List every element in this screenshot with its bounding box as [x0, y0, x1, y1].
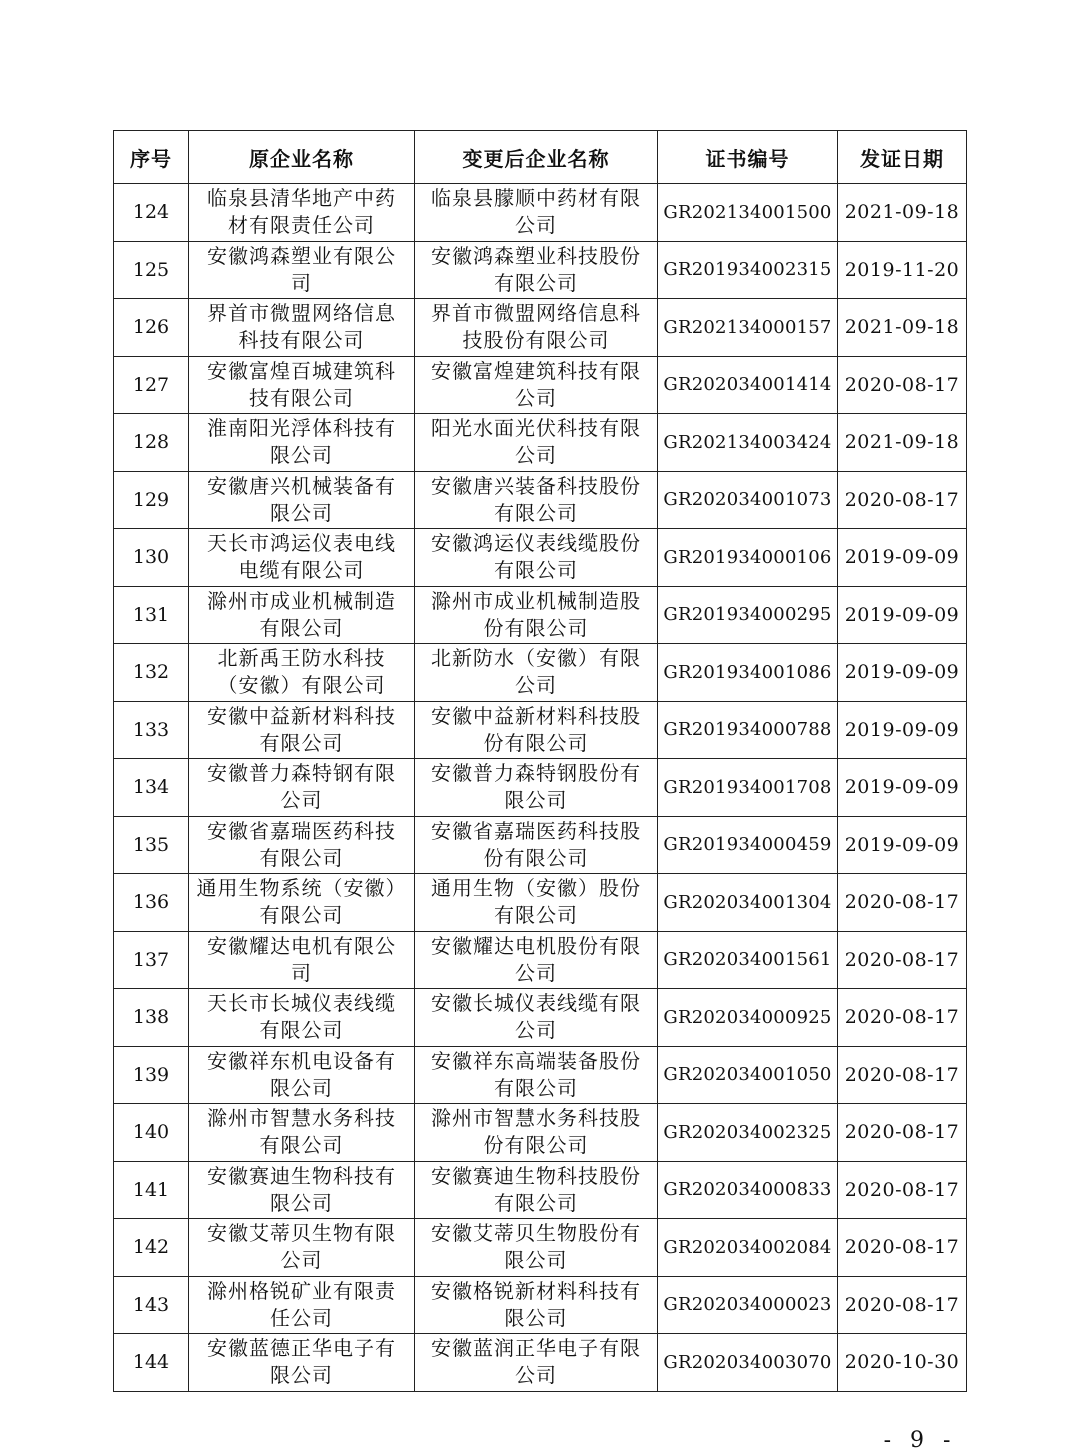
serial-cell: 140 [114, 1104, 189, 1162]
table-row [114, 816, 967, 874]
header-original-name: 原企业名称 [189, 131, 415, 184]
serial-cell: 127 [114, 356, 189, 414]
header-issue-date: 发证日期 [838, 131, 967, 184]
original-name-cell [189, 701, 415, 759]
new-name-cell [415, 989, 658, 1047]
new-name-line2: 限公司 [504, 1305, 568, 1330]
new-name-line1: 安徽赛迪生物科技股份 [431, 1163, 641, 1188]
certificate-no-cell: GR201934000459 [658, 816, 838, 874]
original-name-line2: 限公司 [270, 500, 333, 525]
new-name-cell [415, 816, 658, 874]
original-name-line2: 任公司 [270, 1305, 333, 1330]
new-name-line2: 公司 [515, 673, 557, 698]
original-name-cell [189, 586, 415, 644]
new-name-cell [415, 1219, 658, 1277]
issue-date-cell: 2020-10-30 [838, 1334, 967, 1392]
serial-cell: 128 [114, 414, 189, 472]
new-name-line2: 份有限公司 [483, 730, 589, 755]
certificate-no-cell: GR201934000106 [658, 529, 838, 587]
issue-date-cell: 2020-08-17 [838, 356, 967, 414]
new-name-cell [415, 356, 658, 414]
original-name-cell [189, 931, 415, 989]
certificate-no-cell: GR202034001050 [658, 1046, 838, 1104]
serial-cell: 131 [114, 586, 189, 644]
certificate-no-cell: GR201934002315 [658, 241, 838, 299]
table-row [114, 874, 967, 932]
table-row [114, 529, 967, 587]
original-name-line1: 安徽普力森特钢有限 [207, 761, 396, 786]
original-name-line2: 限公司 [270, 1190, 333, 1215]
issue-date-cell: 2020-08-17 [838, 1161, 967, 1219]
original-name-line2: 有限公司 [259, 1018, 344, 1043]
certificate-no-cell: GR201934001708 [658, 759, 838, 817]
issue-date-cell: 2020-08-17 [838, 1046, 967, 1104]
new-name-line1: 界首市微盟网络信息科 [431, 301, 641, 326]
original-name-cell [189, 299, 415, 357]
original-name-line2: 有限公司 [259, 903, 344, 928]
original-name-cell [189, 874, 415, 932]
new-name-line2: 公司 [515, 213, 557, 238]
new-name-line1: 安徽蓝润正华电子有限 [431, 1336, 641, 1361]
new-name-line1: 阳光水面光伏科技有限 [431, 416, 641, 441]
new-name-line1: 安徽耀达电机股份有限 [431, 933, 641, 958]
original-name-line1: 安徽省嘉瑞医药科技 [207, 818, 396, 843]
issue-date-cell: 2019-09-09 [838, 644, 967, 702]
header-new-name: 变更后企业名称 [415, 131, 658, 184]
issue-date-cell: 2020-08-17 [838, 931, 967, 989]
certificate-no-cell: GR202134000157 [658, 299, 838, 357]
new-name-line1: 安徽普力森特钢股份有 [431, 761, 641, 786]
original-name-line2: 有限公司 [259, 730, 344, 755]
new-name-cell [415, 759, 658, 817]
original-name-line2: 科技有限公司 [238, 328, 365, 353]
table-row [114, 1161, 967, 1219]
new-name-cell [415, 1334, 658, 1392]
original-name-cell [189, 1334, 415, 1392]
original-name-line2: 有限公司 [259, 1133, 344, 1158]
original-name-line2: 限公司 [270, 443, 333, 468]
original-name-cell [189, 1276, 415, 1334]
new-name-line2: 有限公司 [494, 1075, 578, 1100]
page-number: - 9 - [883, 1428, 957, 1453]
table-row [114, 586, 967, 644]
issue-date-cell: 2021-09-18 [838, 414, 967, 472]
table-row [114, 414, 967, 472]
table-row [114, 1276, 967, 1334]
new-name-line2: 有限公司 [494, 903, 578, 928]
original-name-cell [189, 471, 415, 529]
new-name-line2: 有限公司 [494, 270, 578, 295]
issue-date-cell: 2019-09-09 [838, 701, 967, 759]
original-name-cell [189, 241, 415, 299]
table-row [114, 644, 967, 702]
original-name-cell [189, 414, 415, 472]
new-name-line1: 滁州市成业机械制造股 [431, 588, 641, 613]
serial-cell: 141 [114, 1161, 189, 1219]
serial-cell: 124 [114, 184, 189, 242]
new-name-line1: 通用生物（安徽）股份 [431, 876, 641, 901]
new-name-cell [415, 586, 658, 644]
original-name-cell [189, 529, 415, 587]
original-name-line2: 电缆有限公司 [238, 558, 365, 583]
certificate-no-cell: GR202034002084 [658, 1219, 838, 1277]
new-name-line2: 限公司 [504, 788, 568, 813]
original-name-line1: 天长市长城仪表线缆 [207, 991, 396, 1016]
original-name-cell [189, 1046, 415, 1104]
certificate-no-cell: GR202034001073 [658, 471, 838, 529]
original-name-cell [189, 644, 415, 702]
serial-cell: 126 [114, 299, 189, 357]
new-name-cell [415, 529, 658, 587]
original-name-line1: 临泉县清华地产中药 [207, 186, 396, 211]
issue-date-cell: 2021-09-18 [838, 184, 967, 242]
table-row [114, 1334, 967, 1392]
table-row [114, 701, 967, 759]
issue-date-cell: 2020-08-17 [838, 1104, 967, 1162]
table-row [114, 299, 967, 357]
new-name-line2: 份有限公司 [483, 1133, 589, 1158]
original-name-line1: 界首市微盟网络信息 [207, 301, 396, 326]
new-name-line2: 有限公司 [494, 1190, 578, 1215]
new-name-line2: 公司 [515, 960, 557, 985]
new-name-line2: 公司 [515, 1363, 557, 1388]
certificate-no-cell: GR201934000295 [658, 586, 838, 644]
new-name-line1: 北新防水（安徽）有限 [431, 646, 641, 671]
new-name-cell [415, 299, 658, 357]
new-name-line1: 安徽富煌建筑科技有限 [431, 358, 641, 383]
original-name-line2: 材有限责任公司 [228, 213, 375, 238]
certificate-no-cell: GR202034003070 [658, 1334, 838, 1392]
new-name-cell [415, 241, 658, 299]
new-name-line1: 安徽鸿运仪表线缆股份 [431, 531, 641, 556]
original-name-line1: 滁州市成业机械制造 [207, 588, 396, 613]
new-name-line2: 有限公司 [494, 558, 578, 583]
issue-date-cell: 2020-08-17 [838, 471, 967, 529]
original-name-line1: 通用生物系统（安徽） [196, 876, 407, 901]
original-name-cell [189, 989, 415, 1047]
original-name-line2: 司 [291, 270, 312, 295]
certificate-no-cell: GR202034001414 [658, 356, 838, 414]
original-name-line2: 公司 [280, 788, 323, 813]
new-name-line2: 技股份有限公司 [462, 328, 610, 353]
new-name-line1: 安徽格锐新材料科技有 [431, 1278, 641, 1303]
original-name-line1: 安徽艾蒂贝生物有限 [207, 1221, 396, 1246]
new-name-line2: 公司 [515, 385, 557, 410]
serial-cell: 129 [114, 471, 189, 529]
table-row [114, 1219, 967, 1277]
issue-date-cell: 2019-09-09 [838, 529, 967, 587]
table-row [114, 356, 967, 414]
serial-cell: 136 [114, 874, 189, 932]
original-name-line1: 安徽耀达电机有限公 [207, 933, 396, 958]
issue-date-cell: 2020-08-17 [838, 989, 967, 1047]
new-name-cell [415, 701, 658, 759]
certificate-no-cell: GR202034002325 [658, 1104, 838, 1162]
original-name-line1: 安徽中益新材料科技 [207, 703, 396, 728]
new-name-line1: 安徽中益新材料科技股 [431, 703, 641, 728]
original-name-line1: 安徽祥东机电设备有 [207, 1048, 396, 1073]
issue-date-cell: 2019-09-09 [838, 816, 967, 874]
serial-cell: 132 [114, 644, 189, 702]
original-name-cell [189, 816, 415, 874]
table-body [114, 184, 967, 1392]
new-name-line1: 安徽祥东高端装备股份 [431, 1048, 641, 1073]
original-name-line1: 滁州市智慧水务科技 [207, 1106, 396, 1131]
original-name-line2: 有限公司 [259, 615, 344, 640]
serial-cell: 133 [114, 701, 189, 759]
original-name-line2: 限公司 [270, 1075, 333, 1100]
original-name-line2: （安徽）有限公司 [217, 673, 386, 698]
original-name-line2: 公司 [280, 1248, 323, 1273]
table-row [114, 1046, 967, 1104]
serial-cell: 134 [114, 759, 189, 817]
issue-date-cell: 2020-08-17 [838, 874, 967, 932]
table-row [114, 471, 967, 529]
new-name-line1: 临泉县朦顺中药材有限 [431, 186, 641, 211]
enterprise-change-table [113, 130, 967, 1392]
table-row [114, 989, 967, 1047]
certificate-no-cell: GR201934001086 [658, 644, 838, 702]
table-row [114, 241, 967, 299]
header-certificate-no: 证书编号 [658, 131, 838, 184]
serial-cell: 143 [114, 1276, 189, 1334]
original-name-cell [189, 1161, 415, 1219]
certificate-no-cell: GR202034001561 [658, 931, 838, 989]
table-header-row [114, 131, 967, 184]
new-name-line1: 安徽省嘉瑞医药科技股 [431, 818, 641, 843]
original-name-line1: 安徽蓝德正华电子有 [207, 1336, 396, 1361]
original-name-cell [189, 356, 415, 414]
serial-cell: 139 [114, 1046, 189, 1104]
table-row [114, 1104, 967, 1162]
original-name-line1: 安徽唐兴机械装备有 [207, 473, 396, 498]
original-name-line1: 安徽赛迪生物科技有 [207, 1163, 396, 1188]
serial-cell: 130 [114, 529, 189, 587]
certificate-no-cell: GR202134003424 [658, 414, 838, 472]
original-name-line1: 安徽富煌百城建筑科 [207, 358, 396, 383]
certificate-no-cell: GR201934000788 [658, 701, 838, 759]
new-name-cell [415, 1161, 658, 1219]
original-name-cell [189, 1219, 415, 1277]
issue-date-cell: 2019-09-09 [838, 759, 967, 817]
new-name-line1: 安徽鸿森塑业科技股份 [431, 243, 641, 268]
new-name-cell [415, 1276, 658, 1334]
certificate-no-cell: GR202034000833 [658, 1161, 838, 1219]
serial-cell: 144 [114, 1334, 189, 1392]
new-name-line1: 滁州市智慧水务科技股 [431, 1106, 641, 1131]
serial-cell: 137 [114, 931, 189, 989]
new-name-cell [415, 1104, 658, 1162]
certificate-no-cell: GR202034000925 [658, 989, 838, 1047]
original-name-cell [189, 1104, 415, 1162]
original-name-line1: 天长市鸿运仪表电线 [207, 531, 396, 556]
original-name-line1: 滁州格锐矿业有限责 [207, 1278, 396, 1303]
new-name-cell [415, 644, 658, 702]
issue-date-cell: 2021-09-18 [838, 299, 967, 357]
new-name-line2: 份有限公司 [483, 615, 589, 640]
issue-date-cell: 2020-08-17 [838, 1276, 967, 1334]
new-name-line1: 安徽唐兴装备科技股份 [431, 473, 641, 498]
original-name-line1: 安徽鸿森塑业有限公 [207, 243, 396, 268]
table-row [114, 931, 967, 989]
issue-date-cell: 2020-08-17 [838, 1219, 967, 1277]
original-name-line2: 技有限公司 [249, 385, 354, 410]
table-row [114, 184, 967, 242]
new-name-line2: 公司 [515, 1018, 557, 1043]
new-name-line1: 安徽长城仪表线缆有限 [431, 991, 641, 1016]
new-name-line2: 限公司 [504, 1248, 568, 1273]
serial-cell: 135 [114, 816, 189, 874]
new-name-cell [415, 471, 658, 529]
serial-cell: 142 [114, 1219, 189, 1277]
issue-date-cell: 2019-09-09 [838, 586, 967, 644]
original-name-line2: 司 [291, 960, 312, 985]
new-name-line2: 有限公司 [494, 500, 578, 525]
new-name-cell [415, 931, 658, 989]
original-name-line1: 淮南阳光浮体科技有 [207, 416, 396, 441]
certificate-no-cell: GR202134001500 [658, 184, 838, 242]
new-name-cell [415, 414, 658, 472]
header-serial: 序号 [114, 131, 189, 184]
issue-date-cell: 2019-11-20 [838, 241, 967, 299]
new-name-line2: 份有限公司 [483, 845, 589, 870]
new-name-cell [415, 1046, 658, 1104]
original-name-cell [189, 759, 415, 817]
new-name-cell [415, 184, 658, 242]
new-name-line2: 公司 [515, 443, 557, 468]
original-name-line2: 限公司 [270, 1363, 333, 1388]
certificate-no-cell: GR202034001304 [658, 874, 838, 932]
serial-cell: 138 [114, 989, 189, 1047]
original-name-line2: 有限公司 [259, 845, 344, 870]
new-name-cell [415, 874, 658, 932]
certificate-no-cell: GR202034000023 [658, 1276, 838, 1334]
original-name-line1: 北新禹王防水科技 [217, 646, 386, 671]
table-row [114, 759, 967, 817]
original-name-cell [189, 184, 415, 242]
serial-cell: 125 [114, 241, 189, 299]
new-name-line1: 安徽艾蒂贝生物股份有 [431, 1221, 641, 1246]
